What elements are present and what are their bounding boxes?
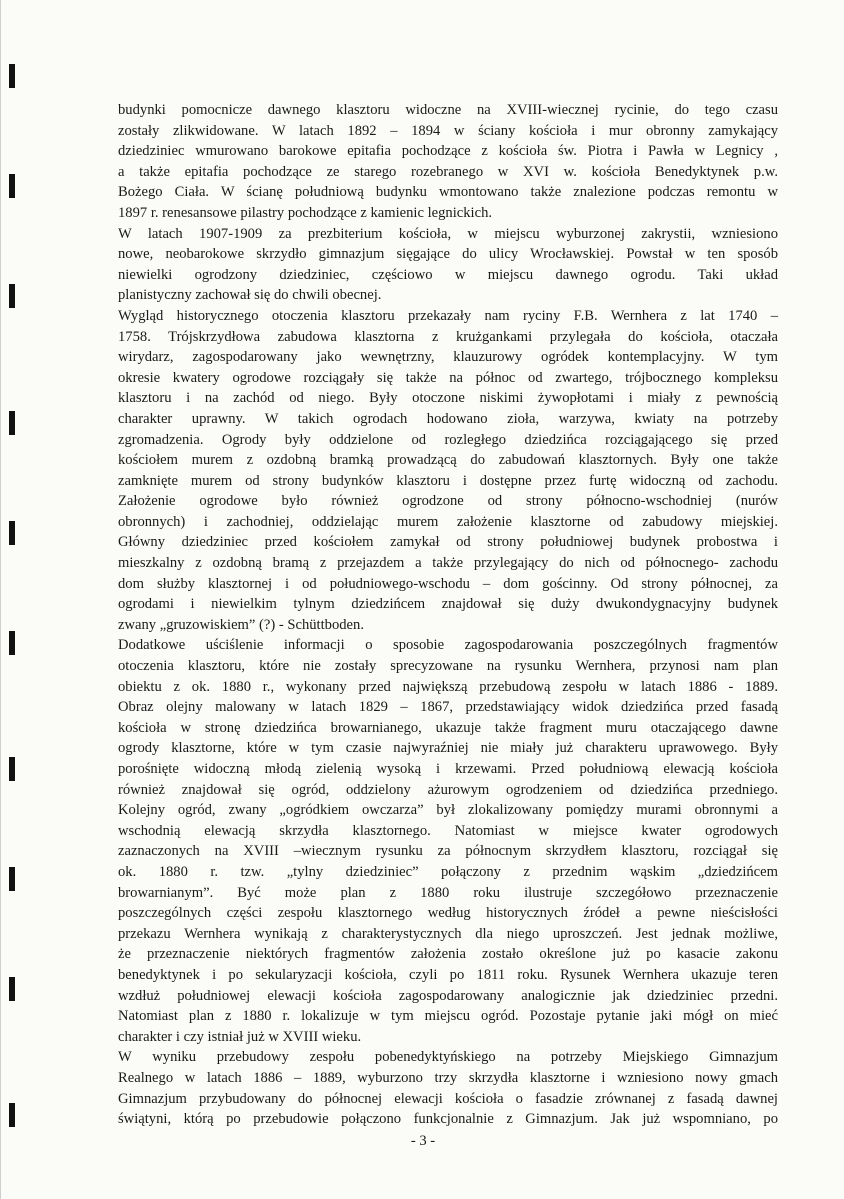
- text-line: ogrody klasztorne, które w tym czasie najwyraźniej nie miały już charakteru uprawowego. Były: [118, 740, 778, 757]
- text-line: Kolejny ogród, zwany „ogródkiem owczarza” był zlokalizowany pomiędzy murami obronnymi a: [118, 802, 778, 819]
- text-line: W latach 1907-1909 za prezbiterium kościoła, w miejscu wyburzonej zakrystii, wzniesiono: [118, 225, 778, 242]
- text-line: Realnego w latach 1886 – 1889, wyburzono trzy skrzydła klasztorne i wzniesiono nowy gmach: [118, 1069, 778, 1086]
- binding-mark: [9, 867, 15, 891]
- text-line: klasztoru i na zachód od niego. Były otoczone niskimi żywopłotami i miały z pewnością: [118, 390, 778, 407]
- text-line: poszczególnych części zespołu klasztornego według historycznych źródeł a pewne nieścisłości: [118, 905, 778, 922]
- text-line: niewielki ogrodzony dziedziniec, częściowo w miejscu dawnego ogrodu. Taki układ: [118, 266, 778, 283]
- binding-mark: [9, 411, 15, 435]
- binding-mark: [9, 521, 15, 545]
- binding-mark: [9, 631, 15, 655]
- text-line: Wygląd historycznego otoczenia klasztoru przekazały nam ryciny F.B. Wernhera z lat 1740 –: [118, 307, 778, 324]
- text-line: Gimnazjum przybudowany do północnej elewacji kościoła o fasadzie zrównanej z fasadą dawnej: [118, 1090, 778, 1107]
- text-line: Założenie ogrodowe było również ogrodzone od strony północno-wschodniej (nurów: [118, 493, 778, 510]
- text-line: 1758. Trójskrzydłowa zabudowa klasztorna z krużgankami przylegała do kościoła, otaczała: [118, 328, 778, 345]
- body-text: [118, 100, 778, 1130]
- text-line: otoczenia klasztoru, które nie zostały sprecyzowane na rysunku Wernhera, przynosi nam plan: [118, 658, 778, 675]
- text-line: że przeznaczenie niektórych fragmentów założenia zostało określone już po kasacie zakonu: [118, 946, 778, 963]
- binding-mark: [9, 284, 15, 308]
- text-line: kościołem murem z ozdobną bramką prowadzącą do zabudowań klasztornych. Były one także: [118, 452, 778, 469]
- text-line: Główny dziedziniec przed kościołem zamykał od strony południowej budynek probostwa i: [118, 534, 778, 551]
- text-line: wzdłuż południowej elewacji kościoła zagospodarowany analogicznie jak dziedziniec przedni.: [118, 987, 778, 1004]
- text-line: zamknięte murem od strony budynków klasztoru i dostępne przez furtę widoczną od zachodu.: [118, 472, 778, 489]
- text-line: ogrodami i niewielkim tylnym dziedzińcem znajdował się duży dwukondygnacyjny budynek: [118, 596, 778, 613]
- text-line: świątyni, którą po przebudowie połączono funkcjonalnie z Gimnazjum. Jak już wspomniano, po: [118, 1111, 778, 1128]
- text-line: wschodnią elewacją skrzydła klasztornego. Natomiast w miejsce kwater ogrodowych: [118, 822, 778, 839]
- page-number: - 3 -: [410, 1133, 436, 1149]
- text-line: obronnych) i zachodniej, oddzielając murem założenie klasztorne od zabudowy miejskiej.: [118, 513, 778, 530]
- text-line: Dodatkowe uściślenie informacji o sposobie zagospodarowania poszczególnych fragmentów: [118, 637, 778, 654]
- binding-mark: [9, 174, 15, 198]
- binding-mark: [9, 977, 15, 1001]
- text-line: mieszkalny z ozdobną bramą z przejazdem a także przylegający do nich od północnego- zachodu: [118, 555, 778, 572]
- binding-mark: [9, 757, 15, 781]
- text-line: zaznaczonych na XVIII –wiecznym rysunku za północnym skrzydłem klasztoru, rozciągał się: [118, 843, 778, 860]
- text-line: porośnięte widoczną młodą zielenią wysoką i krzewami. Przed południową elewacją kościoła: [118, 761, 778, 777]
- text-line: dziedziniec wmurowano barokowe epitafia pochodzące z kościoła św. Piotra i Pawła w Legnicy ,: [118, 143, 778, 160]
- text-line: charakter i czy istniał już w XVIII wieku.: [118, 1028, 362, 1045]
- binding-mark: [9, 64, 15, 88]
- text-line: Bożego Ciała. W ścianę południową budynku wmontowano także znalezione podczas remontu w: [118, 184, 778, 201]
- text-line: ok. 1880 r. tzw. „tylny dziedziniec” połączony z przednim wąskim „dziedzińcem: [118, 863, 778, 880]
- text-line: przekazu Wernhera wynikają z charakterystycznych dla niego uproszczeń. Jest jednak możliwe,: [118, 925, 778, 942]
- text-line: zostały zlikwidowane. W latach 1892 – 1894 w ściany kościoła i mur obronny zamykający: [118, 122, 778, 139]
- text-line: Natomiast plan z 1880 r. lokalizuje w tym miejscu ogród. Pozostaje pytanie jaki mógł on mieć: [118, 1008, 778, 1025]
- text-line: obiektu z ok. 1880 r., wykonany przed największą przebudową zespołu w latach 1886 - 1889.: [118, 678, 778, 695]
- text-line: benedyktynek i po sekularyzacji kościoła, czyli po 1811 roku. Rysunek Wernhera ukazuje teren: [118, 966, 778, 983]
- text-line: planistyczny zachował się do chwili obecnej.: [118, 287, 382, 304]
- text-line: zwany „gruzowiskiem” (?) - Schüttboden.: [118, 616, 364, 633]
- text-line: a także epitafia pochodzące ze starego rozebranego w XVI w. kościoła Benedyktynek p.w.: [118, 163, 778, 180]
- text-line: nowe, neobarokowe skrzydło gimnazjum sięgające do ulicy Wrocławskiej. Powstał w ten sposób: [118, 246, 778, 263]
- binding-mark: [9, 1103, 15, 1127]
- text-line: kościoła w stronę dziedzińca browarnianego, ukazuje także fragment muru otaczającego dawne: [118, 719, 778, 736]
- text-line: wirydarz, zagospodarowany jako wewnętrzny, klauzurowy ogródek kontemplacyjny. W tym: [118, 349, 778, 366]
- text-line: 1897 r. renesansowe pilastry pochodzące z kamienic legnickich.: [118, 204, 493, 221]
- text-line: zgromadzenia. Ogrody były oddzielone od rozległego dziedzińca rozciągającego się przed: [118, 431, 778, 448]
- text-line: okresie kwatery ogrodowe rozciągały się także na północ od zwartego, trójbocznego kompleksu: [118, 369, 778, 386]
- text-line: browarnianym”. Być może plan z 1880 roku ilustruje szczegółowo przeznaczenie: [118, 884, 778, 901]
- text-line: W wyniku przebudowy zespołu pobenedyktyńskiego na potrzeby Miejskiego Gimnazjum: [118, 1049, 778, 1066]
- text-line: Obraz olejny malowany w latach 1829 – 1867, przedstawiający widok dziedzińca przed fasadą: [118, 699, 778, 716]
- binding-marks: [1, 0, 21, 1199]
- text-line: również znajdował się ogród, oddzielony ażurowym ogrodzeniem od dziedzińca przedniego.: [118, 781, 778, 798]
- text-line: budynki pomocnicze dawnego klasztoru widoczne na XVIII-wiecznej rycinie, do tego czasu: [118, 102, 778, 118]
- text-line: charakter uprawny. W takich ogrodach hodowano zioła, warzywa, kwiaty na potrzeby: [118, 410, 778, 427]
- text-line: dom służby klasztornej i od południowego-wschodu – dom gościnny. Od strony północnej, za: [118, 575, 778, 592]
